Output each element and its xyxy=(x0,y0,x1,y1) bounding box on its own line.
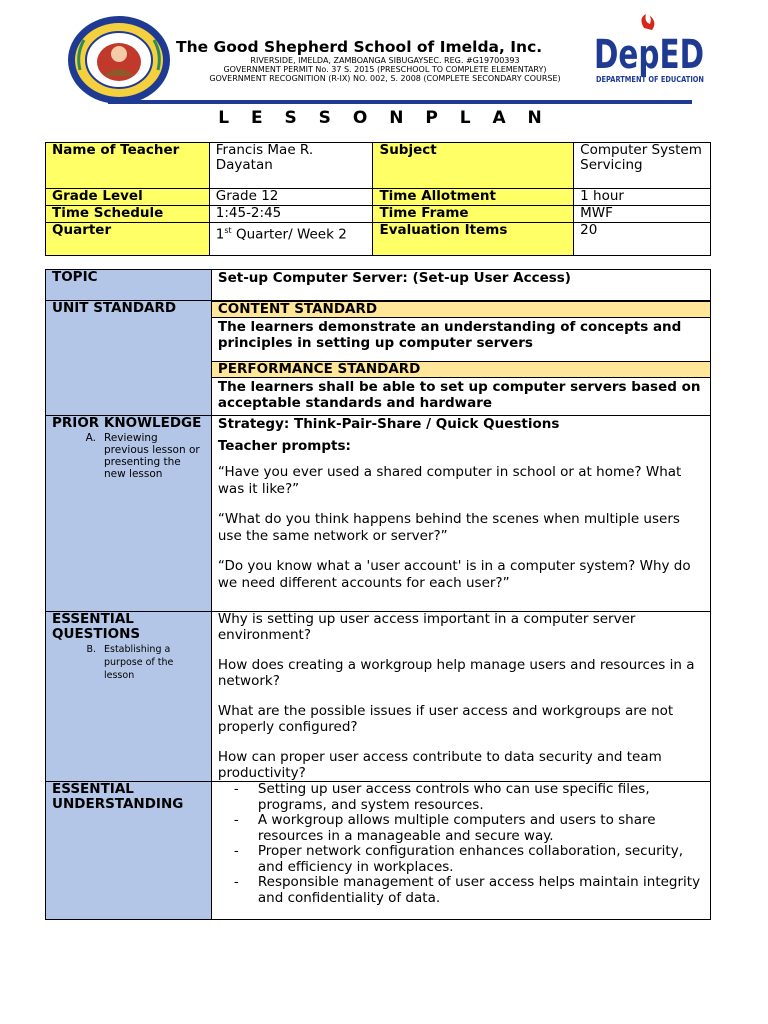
school-name: The Good Shepherd School of Imelda, Inc. xyxy=(176,38,543,56)
essential-questions-cell xyxy=(46,612,212,782)
content-standard-heading: CONTENT STANDARD xyxy=(212,301,710,318)
lesson-plan-table xyxy=(45,269,711,920)
grade-level-value: Grade 12 xyxy=(209,189,373,206)
understanding-item: - A workgroup allows multiple computers and users to share resources in a manageable and secure way. xyxy=(234,813,710,844)
time-schedule-label: Time Schedule xyxy=(46,206,210,223)
understanding-item: - Responsible management of user access helps maintain integrity and confidentiality of data. xyxy=(234,875,710,906)
unit-standard-cell xyxy=(211,301,710,416)
deped-logo xyxy=(594,14,708,86)
subject-value: Computer System Servicing xyxy=(574,143,711,189)
understanding-list xyxy=(212,782,710,906)
lesson-info-table xyxy=(45,142,711,256)
prior-knowledge-content xyxy=(211,416,710,612)
government-permit: GOVERNMENT PERMIT No. 37 S. 2015 (PRESCHOOL TO COMPLETE ELEMENTARY) xyxy=(223,65,547,74)
eq-sub-letter: B. xyxy=(86,644,96,655)
subject-label: Subject xyxy=(373,143,574,189)
time-frame-value: MWF xyxy=(574,206,711,223)
prior-sub-letter: A. xyxy=(85,432,96,444)
prior-knowledge-sub xyxy=(52,432,205,480)
unit-standard-label: UNIT STANDARD xyxy=(46,301,212,416)
evaluation-items-label: Evaluation Items xyxy=(373,223,574,256)
understanding-item: - Proper network configuration enhances collaboration, security, and efficiency in workplaces. xyxy=(234,844,710,875)
grade-level-label: Grade Level xyxy=(46,189,210,206)
topic-label: TOPIC xyxy=(46,270,212,301)
question-3: What are the possible issues if user access and workgroups are not properly configured? xyxy=(217,703,674,735)
lesson-plan-title: L E S S O N P L A N xyxy=(218,108,550,128)
teacher-value: Francis Mae R. Dayatan xyxy=(209,143,373,189)
svg-text:DepED: DepED xyxy=(594,32,704,78)
topic-cell xyxy=(211,270,710,301)
quarter-value: 1st Quarter/ Week 2 xyxy=(209,223,373,256)
time-allotment-label: Time Allotment xyxy=(373,189,574,206)
performance-standard-text: The learners shall be able to set up computer servers based on acceptable standards and hardware xyxy=(217,379,701,411)
prior-knowledge-label: PRIOR KNOWLEDGE xyxy=(52,415,202,431)
government-recognition: GOVERNMENT RECOGNITION (R-IX) NO. 002, S. 2008 (COMPLETE SECONDARY COURSE) xyxy=(209,74,561,83)
essential-understanding-label: ESSENTIAL UNDERSTANDING xyxy=(46,782,212,920)
eq-sub-text: Establishing a purpose of the lesson xyxy=(104,644,174,681)
essential-understanding-content xyxy=(211,782,710,920)
prompt-3: “Do you know what a 'user account' is in a computer system? Why do we need different accounts for each user?” xyxy=(217,558,691,591)
essential-questions-sub xyxy=(52,643,205,682)
teacher-label: Name of Teacher xyxy=(46,143,210,189)
performance-standard-heading: PERFORMANCE STANDARD xyxy=(212,362,710,378)
question-1: Why is setting up user access important in a computer server environment? xyxy=(217,611,636,643)
header-rule xyxy=(108,100,692,104)
prior-sub-text: Reviewing previous lesson or presenting the new lesson xyxy=(104,432,200,480)
content-standard-text: The learners demonstrate an understanding of concepts and principles in setting up computer servers xyxy=(212,318,710,362)
time-frame-label: Time Frame xyxy=(373,206,574,223)
prior-knowledge-cell xyxy=(46,416,212,612)
prompt-1: “Have you ever used a shared computer in school or at home? What was it like?” xyxy=(217,464,682,497)
svg-text:DEPARTMENT OF EDUCATION: DEPARTMENT OF EDUCATION xyxy=(596,75,704,84)
strategy-text: Strategy: Think-Pair-Share / Quick Questions xyxy=(217,416,560,432)
time-schedule-value: 1:45-2:45 xyxy=(209,206,373,223)
question-2: How does creating a workgroup help manage users and resources in a network? xyxy=(217,657,695,689)
essential-questions-label: ESSENTIAL QUESTIONS xyxy=(52,611,141,642)
question-4: How can proper user access contribute to data security and team productivity? xyxy=(217,749,662,781)
teacher-prompts-label: Teacher prompts: xyxy=(217,438,351,454)
quarter-label: Quarter xyxy=(46,223,210,256)
understanding-item: - Setting up user access controls who can use specific files, programs, and system resources. xyxy=(234,782,710,813)
time-allotment-value: 1 hour xyxy=(574,189,711,206)
school-address: RIVERSIDE, IMELDA, ZAMBOANGA SIBUGAYSEC. REG. #G19700393 xyxy=(250,56,520,65)
school-seal-logo xyxy=(66,14,172,106)
topic-value: Set-up Computer Server: (Set-up User Access) xyxy=(217,270,571,286)
evaluation-items-value: 20 xyxy=(574,223,711,256)
essential-questions-content xyxy=(211,612,710,782)
prompt-2: “What do you think happens behind the scenes when multiple users use the same network or server?” xyxy=(217,511,680,544)
